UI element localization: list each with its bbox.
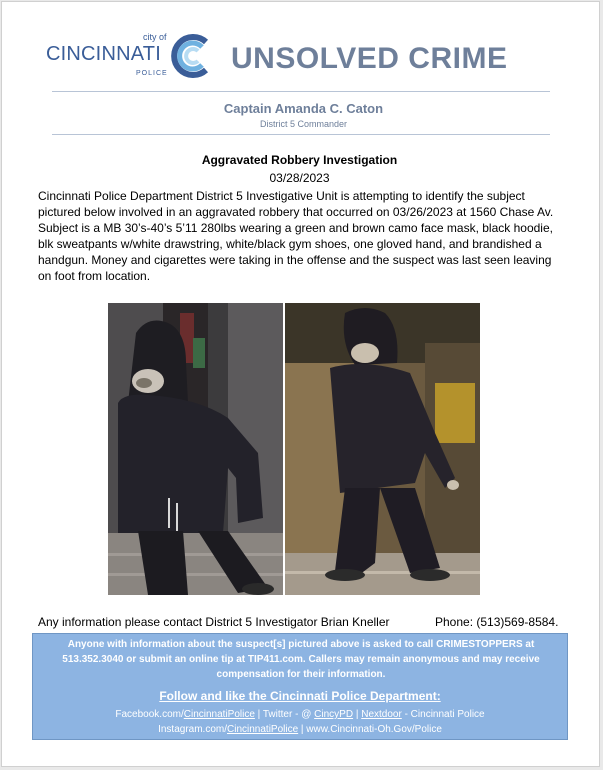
instagram-prefix: Instagram.com/ — [158, 724, 227, 735]
nextdoor-suffix: - Cincinnati Police — [401, 709, 485, 720]
crimestoppers-message: Anyone with information about the suspect[s] pictured above is asked to call CRIMESTOPPERS at 513.352.3040 or submit an online tip at TIP411.com. Callers may remain anonymous and may receive compensation for their information. — [62, 639, 540, 680]
logo-city-text: city of — [143, 32, 167, 42]
page-title: UNSOLVED CRIME — [231, 42, 508, 75]
nextdoor-link[interactable]: Nextdoor — [361, 709, 402, 720]
bottom-divider — [52, 134, 550, 135]
crimestoppers-banner — [32, 633, 568, 740]
instagram-link[interactable]: CincinnatiPolice — [227, 724, 299, 735]
social-line-1 — [33, 708, 567, 722]
twitter-link[interactable]: CincyPD — [314, 709, 354, 720]
investigation-description: Cincinnati Police Department District 5 Investigative Unit is attempting to identify the subject pictured below involved in an aggravated robbery that occurred on 03/26/2023 at 1560 Chase Av. Subject is a MB 30’s-40’s 5’11 280lbs wearing a green and brown camo face mask, black hoodie, blk sweatpants w/white drawstring, white/black gym shoes, one gloved hand, and brandished a handgun. Money and cigarettes were taking in the offense and the suspect was last seen leaving on foot from location. — [38, 189, 554, 283]
separator: | — [353, 709, 362, 720]
commander-name: Captain Amanda C. Caton — [223, 101, 384, 116]
social-line-2 — [33, 723, 567, 737]
follow-heading: Follow and like the Cincinnati Police Department: — [159, 689, 441, 703]
surveillance-photo-2 — [285, 303, 480, 595]
top-divider — [52, 91, 550, 92]
investigation-title: Aggravated Robbery Investigation — [201, 153, 398, 167]
investigation-date: 03/28/2023 — [269, 171, 330, 185]
commander-title: District 5 Commander — [259, 119, 348, 129]
cincinnati-police-logo — [46, 32, 216, 84]
logo-name-text: CINCINNATI — [46, 43, 161, 65]
flyer-page — [1, 1, 600, 767]
website-link[interactable]: | www.Cincinnati-Oh.Gov/Police — [298, 724, 442, 735]
surveillance-photo-1 — [108, 303, 283, 595]
contact-phone: Phone: (513)569-8584. — [435, 615, 559, 629]
facebook-prefix: Facebook.com/ — [115, 709, 184, 720]
logo-c-icon — [168, 32, 214, 80]
contact-text: Any information please contact District 5 Investigator Brian Kneller — [38, 615, 390, 629]
logo-police-text: POLICE — [136, 70, 168, 77]
twitter-prefix: | Twitter - @ — [254, 709, 315, 720]
facebook-link[interactable]: CincinnatiPolice — [183, 709, 255, 720]
